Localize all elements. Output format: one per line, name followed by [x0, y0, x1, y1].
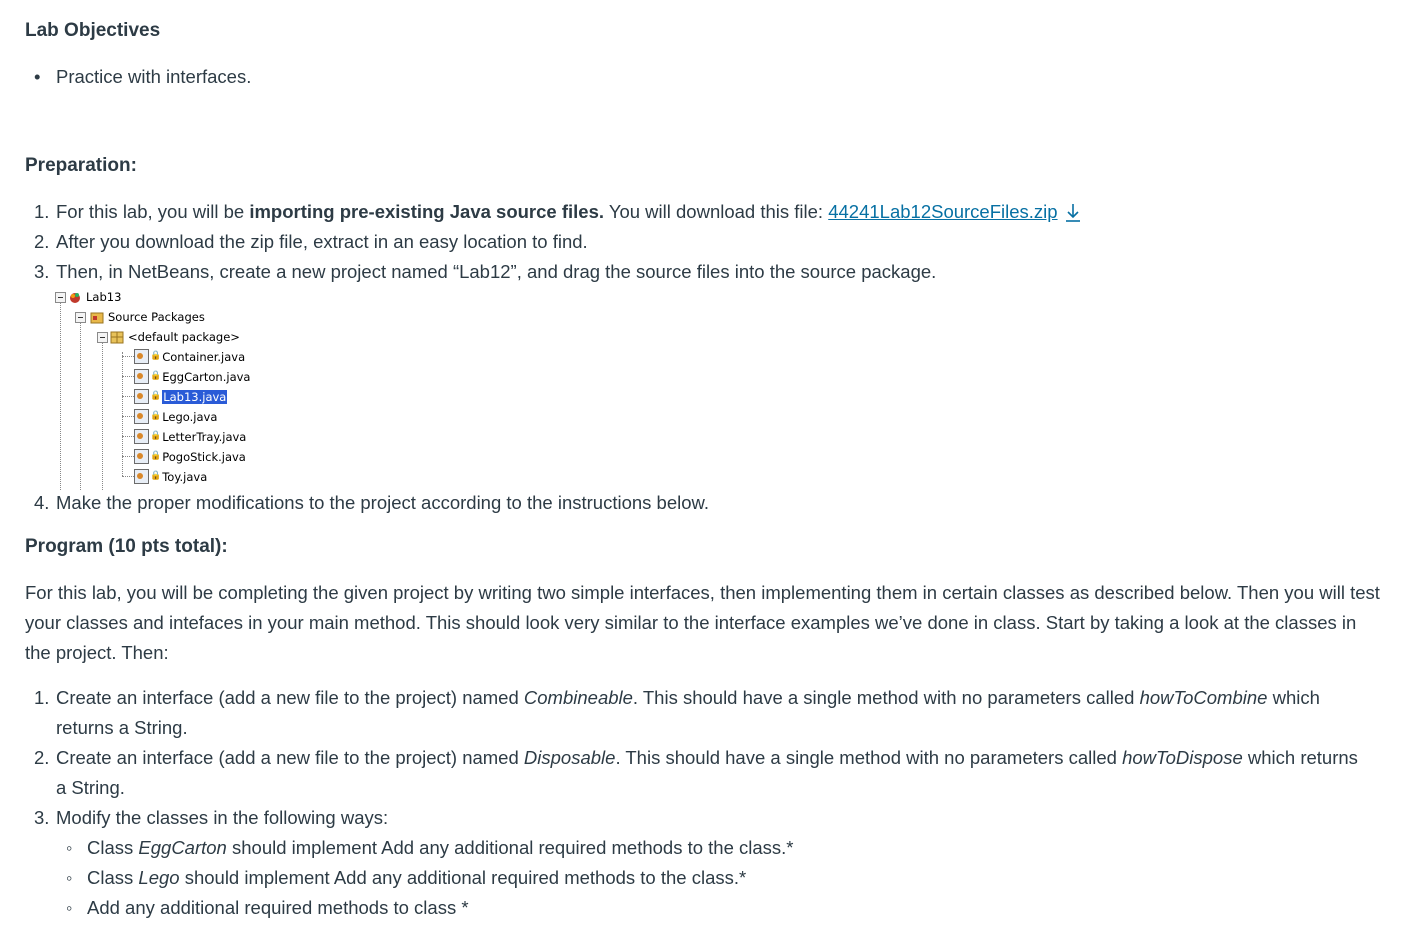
- lock-icon: 🔒: [150, 451, 162, 461]
- collapse-icon[interactable]: [75, 312, 86, 323]
- project-icon: [68, 290, 82, 304]
- tree-file-row[interactable]: [134, 367, 250, 385]
- class-name: EggCarton: [138, 837, 227, 858]
- objectives-list: [25, 62, 251, 92]
- step-text: . This should have a single method with no parameters called: [632, 687, 1140, 708]
- java-file-icon: [134, 469, 149, 484]
- step-text: After you download the zip file, extract in an easy location to find.: [56, 231, 588, 252]
- preparation-steps-continued: [25, 488, 1370, 518]
- step-number: 1.: [34, 687, 50, 708]
- modification-item: [56, 863, 1370, 893]
- step-text: For this lab, you will be: [56, 201, 250, 222]
- package-icon: [110, 330, 124, 344]
- method-name: howToCombine: [1139, 687, 1268, 708]
- lock-icon: 🔒: [150, 411, 162, 421]
- method-name: howToDispose: [1122, 747, 1243, 768]
- lock-icon: 🔒: [150, 351, 162, 361]
- prep-step-2: [25, 227, 1370, 257]
- tree-source-packages-label: Source Packages: [108, 310, 205, 324]
- java-main-file-icon: [134, 389, 149, 404]
- step-number: 2.: [34, 747, 50, 768]
- lock-icon: 🔒: [150, 431, 162, 441]
- item-text: should implement Add any additional required methods to the class.*: [226, 837, 794, 858]
- tree-source-packages-row[interactable]: [90, 308, 205, 326]
- step-text: Create an interface (add a new file to the project) named: [56, 687, 524, 708]
- tree-file-row-selected[interactable]: [134, 387, 227, 405]
- objectives-heading: Lab Objectives: [25, 20, 161, 41]
- step-text: Create an interface (add a new file to the project) named: [56, 747, 524, 768]
- lock-icon: 🔒: [150, 471, 162, 481]
- item-text: should implement Add any additional required methods to the class.*: [179, 867, 747, 888]
- step-number: 1.: [34, 201, 50, 222]
- collapse-icon[interactable]: [97, 332, 108, 343]
- step-number: 2.: [34, 231, 50, 252]
- step-number: 4.: [34, 492, 50, 513]
- class-modifications-list: [56, 833, 1370, 923]
- step-text: Make the proper modifications to the project according to the instructions below.: [56, 492, 709, 513]
- step-bold-text: importing pre-existing Java source files.: [249, 201, 605, 222]
- preparation-heading: Preparation:: [25, 155, 137, 176]
- step-text: . This should have a single method with no parameters called: [615, 747, 1123, 768]
- step-text: You will download this file:: [604, 201, 829, 222]
- step-number: 3.: [34, 261, 50, 282]
- program-step-1: [25, 683, 1370, 743]
- tree-project-row[interactable]: [68, 288, 121, 306]
- tree-package-label: <default package>: [128, 330, 240, 344]
- java-file-icon: [134, 449, 149, 464]
- modification-item: [56, 893, 1370, 923]
- tree-file-row[interactable]: [134, 427, 246, 445]
- tree-file-row[interactable]: [134, 347, 245, 365]
- item-text: Class: [87, 867, 139, 888]
- tree-file-label: PogoStick.java: [162, 450, 246, 464]
- tree-file-label: Lab13.java: [163, 390, 227, 404]
- project-tree-image: [54, 286, 251, 490]
- java-file-icon: [134, 429, 149, 444]
- objective-item: • Practice with interfaces.: [25, 62, 251, 92]
- java-file-icon: [134, 369, 149, 384]
- step-text: Then, in NetBeans, create a new project named “Lab12”, and drag the source files into the source package.: [56, 261, 937, 282]
- step-text: which returns a String.: [56, 687, 1320, 738]
- lock-icon: 🔒: [150, 371, 162, 381]
- interface-name: Combineable: [523, 687, 633, 708]
- lock-icon: 🔒: [150, 391, 162, 401]
- prep-step-3: [25, 257, 1370, 287]
- program-intro: For this lab, you will be completing the given project by writing two simple interfaces, then implementing them in certain classes as described below. Then you will test your classes and intefaces in your main method. This should look very similar to the interface examples we’ve done in class. Start by taking a look at the classes in the project. Then:: [25, 582, 1380, 663]
- tree-file-label: Container.java: [162, 350, 246, 364]
- tree-project-label: Lab13: [86, 290, 122, 304]
- prep-step-4: [25, 488, 1370, 518]
- program-steps: [25, 683, 1370, 923]
- tree-file-label: Lego.java: [162, 410, 218, 424]
- tree-file-label: LetterTray.java: [162, 430, 247, 444]
- java-file-icon: [134, 409, 149, 424]
- step-text: Modify the classes in the following ways:: [56, 807, 389, 828]
- java-file-icon: [134, 349, 149, 364]
- interface-name: Disposable: [523, 747, 616, 768]
- tree-file-label: Toy.java: [162, 470, 208, 484]
- prep-step-1: [25, 197, 1370, 227]
- program-step-3: [25, 803, 1370, 923]
- item-text: Add any additional required methods to class *: [87, 897, 469, 918]
- preparation-steps: [25, 197, 1370, 287]
- class-name: Lego: [138, 867, 180, 888]
- collapse-icon[interactable]: [55, 292, 66, 303]
- package-folder-icon: [90, 310, 104, 324]
- download-link[interactable]: 44241Lab12SourceFiles.zip: [828, 201, 1058, 222]
- tree-file-label: EggCarton.java: [162, 370, 251, 384]
- step-text: which returns a String.: [56, 747, 1358, 798]
- program-heading: Program (10 pts total):: [25, 536, 228, 557]
- tree-package-row[interactable]: [110, 328, 240, 346]
- item-text: Class: [87, 837, 139, 858]
- modification-item: [56, 833, 1370, 863]
- download-icon[interactable]: [1062, 201, 1084, 223]
- tree-file-row[interactable]: [134, 447, 246, 465]
- tree-file-row[interactable]: [134, 467, 207, 485]
- step-number: 3.: [34, 807, 50, 828]
- tree-file-row[interactable]: [134, 407, 217, 425]
- program-step-2: [25, 743, 1370, 803]
